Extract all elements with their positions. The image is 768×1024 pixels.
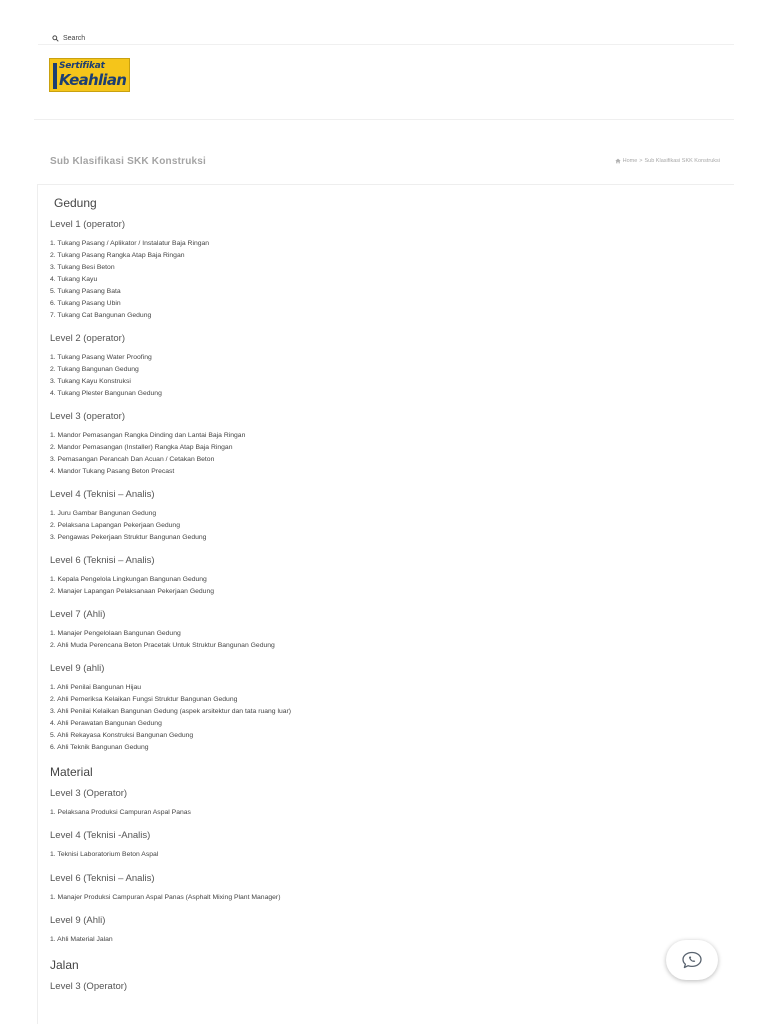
list-item: 2. Manajer Lapangan Pelaksanaan Pekerjaan Gedung [50, 588, 215, 595]
search-label: Search [63, 34, 86, 42]
skill-list [50, 430, 245, 478]
level-heading: Level 4 (Teknisi -Analis) [50, 830, 151, 841]
list-item: 4. Mandor Tukang Pasang Beton Precast [50, 468, 175, 475]
level-heading: Level 4 (Teknisi – Analis) [50, 489, 155, 500]
page-title: Sub Klasifikasi SKK Konstruksi [50, 156, 207, 167]
list-item: 2. Tukang Pasang Rangka Atap Baja Ringan [50, 252, 185, 259]
level-heading: Level 9 (ahli) [50, 663, 105, 674]
level-heading: Level 6 (Teknisi – Analis) [50, 555, 155, 566]
search-link[interactable] [52, 32, 85, 44]
breadcrumb-separator: > [639, 158, 643, 164]
list-item: 2. Ahli Pemeriksa Kelaikan Fungsi Struktur Bangunan Gedung [50, 696, 238, 703]
breadcrumb-current: Sub Klasifikasi SKK Konstruksi [644, 158, 720, 164]
breadcrumb [615, 158, 720, 164]
whatsapp-icon [680, 950, 704, 970]
skill-list [50, 574, 214, 598]
category-heading: Material [50, 765, 93, 779]
skill-list [50, 238, 209, 322]
list-item: 2. Mandor Pemasangan (Installer) Rangka Atap Baja Ringan [50, 444, 233, 451]
whatsapp-chat-button[interactable] [666, 940, 718, 980]
category-heading: Jalan [50, 958, 79, 972]
logo-line2: Keahlian [59, 71, 127, 89]
nav-divider [34, 119, 734, 120]
list-item: 1. Ahli Penilai Bangunan Hijau [50, 684, 142, 691]
list-item: 1. Pelaksana Produksi Campuran Aspal Panas [50, 809, 191, 816]
breadcrumb-home[interactable]: Home [622, 158, 638, 164]
list-item: 1. Kepala Pengelola Lingkungan Bangunan Gedung [50, 576, 207, 583]
skill-list [50, 892, 280, 904]
level-heading: Level 2 (operator) [50, 333, 125, 344]
list-item: 1. Tukang Pasang Water Proofing [50, 354, 152, 361]
list-item: 1. Juru Gambar Bangunan Gedung [50, 510, 157, 517]
list-item: 7. Tukang Cat Bangunan Gedung [50, 312, 152, 319]
logo-line1: Sertifikat [59, 61, 105, 71]
list-item: 3. Tukang Kayu Konstruksi [50, 378, 131, 385]
skill-list [50, 934, 113, 946]
list-item: 1. Manajer Pengelolaan Bangunan Gedung [50, 630, 181, 637]
site-logo[interactable] [49, 58, 130, 92]
list-item: 2. Pelaksana Lapangan Pekerjaan Gedung [50, 522, 180, 529]
list-item: 1. Teknisi Laboratorium Beton Aspal [50, 851, 159, 858]
header-divider [38, 44, 734, 45]
list-item: 3. Pengawas Pekerjaan Struktur Bangunan Gedung [50, 534, 207, 541]
skill-list [50, 508, 206, 544]
list-item: 4. Ahli Perawatan Bangunan Gedung [50, 720, 162, 727]
list-item: 1. Mandor Pemasangan Rangka Dinding dan Lantai Baja Ringan [50, 432, 246, 439]
level-heading: Level 3 (Operator) [50, 981, 128, 992]
level-heading: Level 9 (Ahli) [50, 915, 106, 926]
list-item: 4. Tukang Kayu [50, 276, 98, 283]
skill-list [50, 352, 162, 400]
home-icon [615, 158, 621, 164]
level-heading: Level 1 (operator) [50, 219, 125, 230]
list-item: 1. Manajer Produksi Campuran Aspal Panas (Asphalt Mixing Plant Manager) [50, 894, 281, 901]
level-heading: Level 7 (Ahli) [50, 609, 106, 620]
list-item: 5. Ahli Rekayasa Konstruksi Bangunan Gedung [50, 732, 194, 739]
list-item: 2. Tukang Bangunan Gedung [50, 366, 139, 373]
list-item: 1. Ahli Material Jalan [50, 936, 113, 943]
level-heading: Level 3 (Operator) [50, 788, 128, 799]
skill-list [50, 682, 291, 754]
list-item: 3. Tukang Besi Beton [50, 264, 115, 271]
skill-list [50, 628, 275, 652]
list-item: 5. Tukang Pasang Bata [50, 288, 121, 295]
list-item: 1. Tukang Pasang / Aplikator / Instalatur Baja Ringan [50, 240, 210, 247]
logo-bar [53, 63, 57, 89]
list-item: 4. Tukang Plester Bangunan Gedung [50, 390, 162, 397]
list-item: 3. Ahli Penilai Kelaikan Bangunan Gedung (aspek arsitektur dan tata ruang luar) [50, 708, 292, 715]
skill-list [50, 849, 158, 861]
category-heading: Gedung [54, 196, 97, 210]
list-item: 6. Ahli Teknik Bangunan Gedung [50, 744, 149, 751]
level-heading: Level 3 (operator) [50, 411, 125, 422]
list-item: 2. Ahli Muda Perencana Beton Pracetak Untuk Struktur Bangunan Gedung [50, 642, 275, 649]
search-icon [52, 35, 59, 42]
list-item: 6. Tukang Pasang Ubin [50, 300, 121, 307]
skill-list [50, 807, 191, 819]
list-item: 3. Pemasangan Perancah Dan Acuan / Cetakan Beton [50, 456, 215, 463]
level-heading: Level 6 (Teknisi – Analis) [50, 873, 155, 884]
